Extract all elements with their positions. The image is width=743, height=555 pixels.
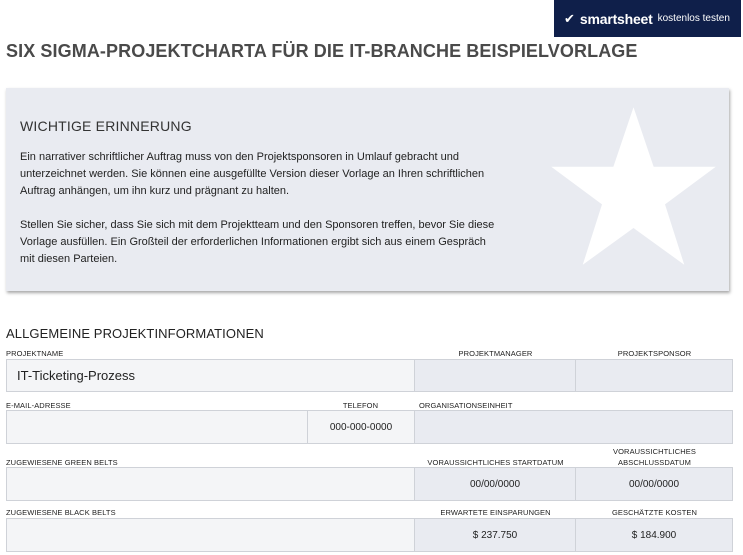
try-free-link[interactable]: kostenlos testen — [657, 13, 730, 24]
project-name-field[interactable]: IT-Ticketing-Prozess — [6, 359, 415, 392]
brand-name: smartsheet — [579, 10, 653, 27]
org-unit-field[interactable] — [414, 410, 733, 444]
green-belts-label: ZUGEWIESENE GREEN BELTS — [6, 458, 118, 467]
black-belts-field[interactable] — [6, 518, 415, 552]
green-belts-field[interactable] — [6, 467, 415, 501]
reminder-box — [6, 88, 729, 291]
black-belts-label: ZUGEWIESENE BLACK BELTS — [6, 508, 116, 517]
end-date-label-line1: VORAUSSICHTLICHES — [613, 447, 696, 456]
reminder-paragraph-1: Ein narrativer schriftlicher Auftrag muss von den Projektsponsoren in Umlauf gebracht und unterzeichnet werden. Sie können eine ausgefüllte Version dieser Vorlage an Ihren schriftlichen Auftrag anhängen, um ihn kurz und prägnant zu halten. — [20, 151, 485, 197]
smartsheet-banner[interactable] — [554, 0, 741, 37]
project-manager-field[interactable] — [414, 359, 576, 392]
email-field[interactable] — [6, 410, 308, 444]
smartsheet-logo-icon: ✔ — [564, 10, 575, 26]
savings-label: ERWARTETE EINSPARUNGEN — [440, 508, 551, 517]
costs-field[interactable]: $ 184.900 — [575, 518, 733, 552]
savings-field[interactable]: $ 237.750 — [414, 518, 576, 552]
org-unit-label: ORGANISATIONSEINHEIT — [419, 401, 513, 410]
page-title: SIX SIGMA-PROJEKTCHARTA FÜR DIE IT-BRANCHE BEISPIELVORLAGE — [6, 41, 638, 61]
end-date-field[interactable]: 00/00/0000 — [575, 467, 733, 501]
phone-field[interactable]: 000-000-0000 — [307, 410, 415, 444]
project-sponsor-label: PROJEKTSPONSOR — [617, 349, 692, 358]
star-icon — [546, 102, 721, 277]
costs-label: GESCHÄTZTE KOSTEN — [611, 508, 698, 517]
project-name-label: PROJEKTNAME — [6, 349, 64, 358]
email-label: E-MAIL-ADRESSE — [6, 401, 71, 410]
end-date-label-line2: ABSCHLUSSDATUM — [618, 458, 691, 467]
phone-label: TELEFON — [342, 401, 379, 410]
start-date-field[interactable]: 00/00/0000 — [414, 467, 576, 501]
project-manager-label: PROJEKTMANAGER — [458, 349, 533, 358]
start-date-label: VORAUSSICHTLICHES STARTDATUM — [427, 458, 564, 467]
project-sponsor-field[interactable] — [575, 359, 733, 392]
reminder-heading: WICHTIGE ERINNERUNG — [20, 118, 192, 134]
reminder-paragraph-2: Stellen Sie sicher, dass Sie sich mit dem Projektteam und den Sponsoren treffen, bevor Sie diese Vorlage ausfüllen. Ein Großteil der erforderlichen Informationen ergibt sich aus einem Gespräch mit diesen Parteien. — [20, 219, 495, 265]
section-title: ALLGEMEINE PROJEKTINFORMATIONEN — [6, 326, 264, 341]
